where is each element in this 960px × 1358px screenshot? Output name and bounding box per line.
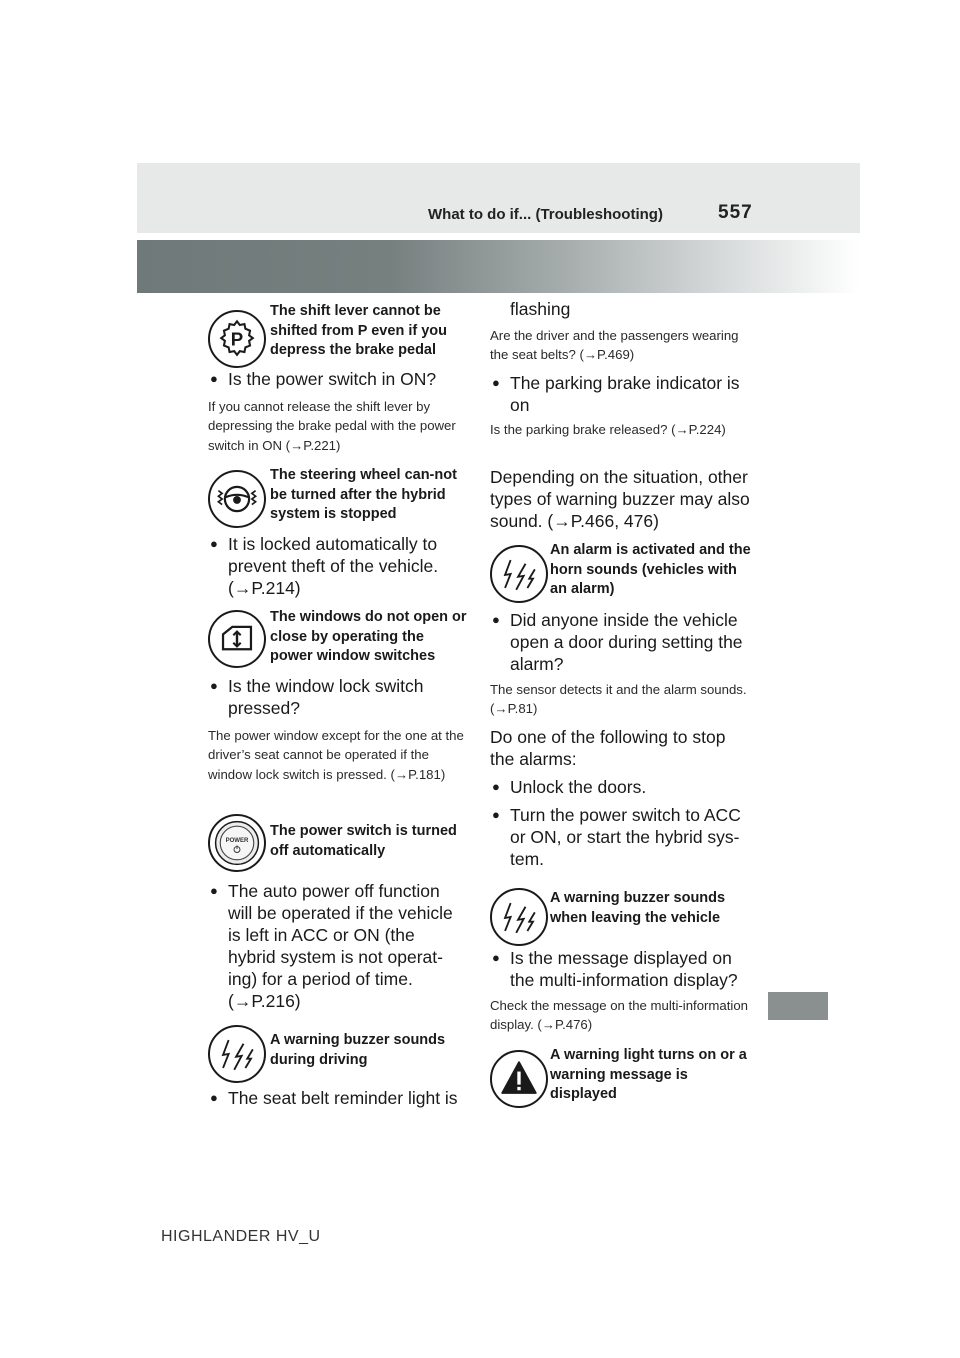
svg-text:P: P — [230, 328, 244, 350]
paragraph: Do one of the following to stop the alarms: — [490, 727, 726, 769]
note-text: The power window except for the one at the driver’s seat cannot be operated if the window lock switch is pressed. (→P.181) — [208, 728, 464, 782]
steering-lock-icon — [208, 470, 266, 528]
gear-p-icon — [208, 310, 266, 368]
bullet-item: ● Is the message displayed on the multi-information display? — [490, 947, 752, 991]
bullet-item: ● The auto power off function will be operated if the vehicle is left in ACC or ON (the hybrid system is not operat-ing) for a period of time. (→P.216) — [208, 880, 460, 1012]
header-gradient-bar — [137, 240, 860, 293]
continued-text: flashing — [510, 299, 571, 319]
note-text: Is the parking brake released? (→P.224) — [490, 422, 726, 437]
power-button-label: POWER — [225, 838, 249, 845]
warning-triangle-icon — [490, 1050, 548, 1108]
note-text: Check the message on the multi-information display. (→P.476) — [490, 998, 749, 1033]
bullet-item: ● The seat belt reminder light is — [208, 1087, 470, 1109]
bullet-item: ● It is locked automatically to prevent theft of the vehicle. (→P.214) — [208, 533, 460, 599]
topic-title: The steering wheel can-not be turned after the hybrid system is stopped — [270, 467, 457, 522]
note-text: If you cannot release the shift lever by depressing the brake pedal with the power switch in ON (→P.221) — [208, 399, 456, 453]
topic-title: A warning buzzer sounds when leaving the vehicle — [550, 890, 726, 926]
topic-title: The power switch is turned off automatically — [270, 823, 457, 859]
paragraph: Depending on the situation, other types of warning buzzer may also sound. (→P.466, 476) — [490, 467, 750, 531]
note-text: Are the driver and the passengers wearing the seat belts? (→P.469) — [490, 328, 739, 363]
chapter-tab — [768, 992, 828, 1020]
power-button-icon — [208, 814, 266, 872]
buzzer-lightning-icon — [208, 1025, 266, 1083]
bullet-item: ● Turn the power switch to ACC or ON, or start the hybrid sys-tem. — [490, 804, 752, 870]
note-text: The sensor detects it and the alarm sounds. (→P.81) — [490, 682, 747, 717]
bullet-item: ● Is the window lock switch pressed? — [208, 675, 460, 719]
bullet-item: ● Is the power switch in ON? — [208, 368, 470, 390]
buzzer-lightning-icon — [490, 888, 548, 946]
topic-title: The shift lever cannot be shifted from P even if you depress the brake pedal — [270, 303, 447, 358]
bullet-item: ● Did anyone inside the vehicle open a door during setting the alarm? — [490, 609, 752, 675]
bullet-item: ● The parking brake indicator is on — [490, 372, 752, 416]
page-number: 557 — [718, 202, 753, 223]
bullet-item: ● Unlock the doors. — [490, 776, 752, 798]
section-title: What to do if... (Troubleshooting) — [428, 206, 663, 223]
topic-title: A warning buzzer sounds during driving — [270, 1032, 446, 1068]
topic-title: An alarm is activated and the horn sounds (vehicles with an alarm) — [550, 542, 751, 597]
buzzer-lightning-icon — [490, 545, 548, 603]
topic-title: A warning light turns on or a warning message is displayed — [550, 1047, 747, 1102]
topic-title: The windows do not open or close by operating the power window switches — [270, 609, 467, 664]
window-switch-icon — [208, 610, 266, 668]
footer-model: HIGHLANDER HV_U — [161, 1228, 321, 1245]
